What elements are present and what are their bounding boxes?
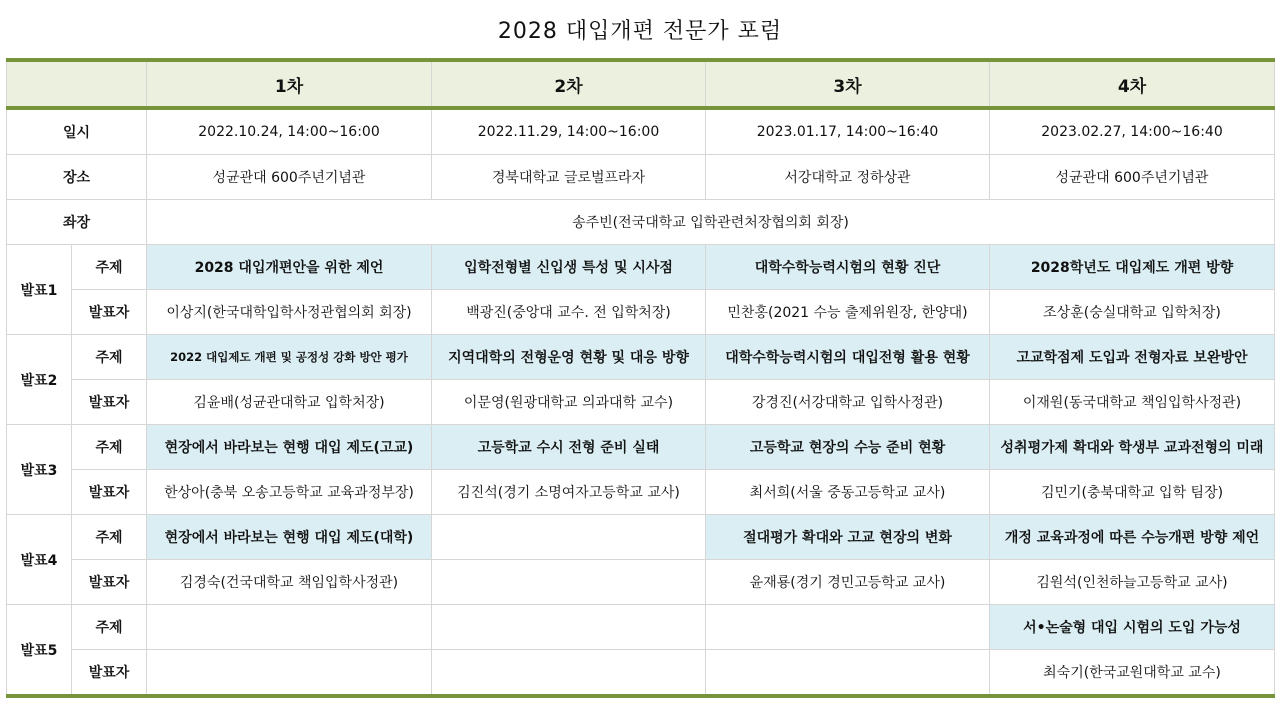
empty-topic-cell xyxy=(432,605,706,650)
empty-presenter-cell xyxy=(706,650,990,697)
header-corner-cell xyxy=(7,60,147,108)
schedule-table xyxy=(6,58,1275,698)
presenter-cell: 강경진(서강대학교 입학사정관) xyxy=(706,380,990,425)
date-cell: 2022.11.29, 14:00~16:00 xyxy=(432,108,706,155)
presenter-cell: 김원석(인천하늘고등학교 교사) xyxy=(990,560,1275,605)
header-round-3: 3차 xyxy=(706,60,990,108)
presentation-1-presenter-row xyxy=(7,290,1275,335)
chair-row xyxy=(7,200,1275,245)
presentation-5-label: 발표5 xyxy=(7,605,72,697)
topic-cell: 성취평가제 확대와 학생부 교과전형의 미래 xyxy=(990,425,1275,470)
date-cell: 2022.10.24, 14:00~16:00 xyxy=(147,108,432,155)
empty-presenter-cell xyxy=(432,560,706,605)
presenter-cell: 김경숙(건국대학교 책임입학사정관) xyxy=(147,560,432,605)
presentation-5-presenter-row xyxy=(7,650,1275,697)
presenter-cell: 김윤배(성균관대학교 입학처장) xyxy=(147,380,432,425)
presenter-cell: 이재원(동국대학교 책임입학사정관) xyxy=(990,380,1275,425)
venue-label: 장소 xyxy=(7,155,147,200)
topic-cell: 대학수학능력시험의 현황 진단 xyxy=(706,245,990,290)
page-title: 2028 대입개편 전문가 포럼 xyxy=(497,19,783,44)
topic-label: 주제 xyxy=(72,515,147,560)
header-round-1: 1차 xyxy=(147,60,432,108)
topic-cell: 절대평가 확대와 고교 현장의 변화 xyxy=(706,515,990,560)
presentation-1-label: 발표1 xyxy=(7,245,72,335)
date-cell: 2023.02.27, 14:00~16:40 xyxy=(990,108,1275,155)
venue-cell: 성균관대 600주년기념관 xyxy=(990,155,1275,200)
empty-topic-cell xyxy=(706,605,990,650)
date-cell: 2023.01.17, 14:00~16:40 xyxy=(706,108,990,155)
presenter-cell: 백광진(중앙대 교수. 전 입학처장) xyxy=(432,290,706,335)
presentation-5-topic-row xyxy=(7,605,1275,650)
header-round-2: 2차 xyxy=(432,60,706,108)
presenter-label: 발표자 xyxy=(72,380,147,425)
chair-cell: 송주빈(전국대학교 입학관련처장협의회 회장) xyxy=(147,200,1275,245)
chair-label: 좌장 xyxy=(7,200,147,245)
presenter-label: 발표자 xyxy=(72,470,147,515)
header-row xyxy=(7,60,1275,108)
topic-cell: 2028학년도 대입제도 개편 방향 xyxy=(990,245,1275,290)
presenter-cell: 최서희(서울 중동고등학교 교사) xyxy=(706,470,990,515)
presentation-3-label: 발표3 xyxy=(7,425,72,515)
presentation-2-topic-row xyxy=(7,335,1275,380)
presenter-cell: 한상아(충북 오송고등학교 교육과정부장) xyxy=(147,470,432,515)
presenter-label: 발표자 xyxy=(72,290,147,335)
presentation-2-presenter-row xyxy=(7,380,1275,425)
venue-cell: 경북대학교 글로벌프라자 xyxy=(432,155,706,200)
venue-cell: 서강대학교 정하상관 xyxy=(706,155,990,200)
topic-label: 주제 xyxy=(72,245,147,290)
presentation-2-label: 발표2 xyxy=(7,335,72,425)
presentation-3-presenter-row xyxy=(7,470,1275,515)
topic-cell: 고등학교 현장의 수능 준비 현황 xyxy=(706,425,990,470)
venue-cell: 성균관대 600주년기념관 xyxy=(147,155,432,200)
empty-topic-cell xyxy=(147,605,432,650)
presenter-cell: 조상훈(숭실대학교 입학처장) xyxy=(990,290,1275,335)
presenter-cell: 김민기(충북대학교 입학 팀장) xyxy=(990,470,1275,515)
presenter-label: 발표자 xyxy=(72,560,147,605)
presentation-4-presenter-row xyxy=(7,560,1275,605)
empty-presenter-cell xyxy=(432,650,706,697)
presenter-cell: 윤재룡(경기 경민고등학교 교사) xyxy=(706,560,990,605)
topic-cell: 현장에서 바라보는 현행 대입 제도(대학) xyxy=(147,515,432,560)
topic-cell: 고교학점제 도입과 전형자료 보완방안 xyxy=(990,335,1275,380)
topic-label: 주제 xyxy=(72,425,147,470)
date-row xyxy=(7,108,1275,155)
topic-cell: 현장에서 바라보는 현행 대입 제도(고교) xyxy=(147,425,432,470)
empty-topic-cell xyxy=(432,515,706,560)
empty-presenter-cell xyxy=(147,650,432,697)
topic-cell: 고등학교 수시 전형 준비 실태 xyxy=(432,425,706,470)
date-label: 일시 xyxy=(7,108,147,155)
topic-cell: 서•논술형 대입 시험의 도입 가능성 xyxy=(990,605,1275,650)
presentation-1-topic-row xyxy=(7,245,1275,290)
topic-cell: 지역대학의 전형운영 현황 및 대응 방향 xyxy=(432,335,706,380)
presenter-cell: 최숙기(한국교원대학교 교수) xyxy=(990,650,1275,697)
presentation-3-topic-row xyxy=(7,425,1275,470)
presentation-4-label: 발표4 xyxy=(7,515,72,605)
topic-label: 주제 xyxy=(72,335,147,380)
presenter-label: 발표자 xyxy=(72,650,147,697)
presenter-cell: 이상지(한국대학입학사정관협의회 회장) xyxy=(147,290,432,335)
presenter-cell: 이문영(원광대학교 의과대학 교수) xyxy=(432,380,706,425)
topic-cell: 개정 교육과정에 따른 수능개편 방향 제언 xyxy=(990,515,1275,560)
venue-row xyxy=(7,155,1275,200)
topic-label: 주제 xyxy=(72,605,147,650)
presentation-4-topic-row xyxy=(7,515,1275,560)
topic-cell: 2028 대입개편안을 위한 제언 xyxy=(147,245,432,290)
presenter-cell: 김진석(경기 소명여자고등학교 교사) xyxy=(432,470,706,515)
header-round-4: 4차 xyxy=(990,60,1275,108)
presenter-cell: 민찬홍(2021 수능 출제위원장, 한양대) xyxy=(706,290,990,335)
topic-cell: 2022 대입제도 개편 및 공정성 강화 방안 평가 xyxy=(147,335,432,380)
topic-cell: 입학전형별 신입생 특성 및 시사점 xyxy=(432,245,706,290)
topic-cell: 대학수학능력시험의 대입전형 활용 현황 xyxy=(706,335,990,380)
